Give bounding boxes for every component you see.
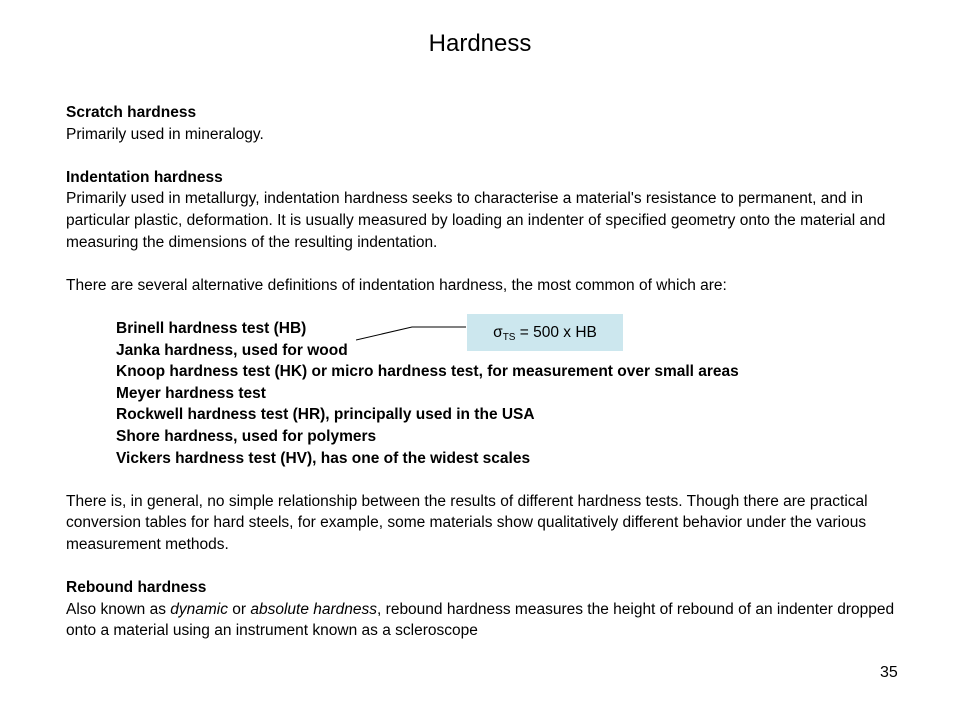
spacer: [66, 555, 896, 577]
sigma-symbol: σ: [493, 324, 503, 341]
callout-connector-line: [356, 325, 466, 341]
list-item-vickers: Vickers hardness test (HV), has one of the widest scales: [116, 449, 531, 467]
rebound-text-after: , rebound hardness measures the height of rebound of an indenter dropped onto a material using an instrument known as a scleroscope: [66, 600, 895, 640]
conversion-note-text: There is, in general, no simple relationship between the results of different hardness tests. Though there are practical conversion tables for hard steels, for example, some materials show qualitatively different behavior under the various measurement methods.: [66, 492, 868, 553]
rebound-term-dynamic: dynamic: [170, 600, 228, 618]
indentation-hardness-heading: Indentation hardness: [66, 168, 223, 186]
spacer: [66, 469, 896, 491]
formula-equation: = 500 x HB: [515, 324, 597, 341]
formula-subscript: TS: [502, 332, 516, 343]
spacer: [66, 145, 896, 167]
spacer: [66, 253, 896, 275]
indentation-hardness-text: Primarily used in metallurgy, indentation hardness seeks to characterise a material's resistance to permanent, and in particular plastic, deformation. It is usually measured by loading an indenter of specified geometry onto the material and measuring the dimensions of the resulting indentation.: [66, 190, 886, 251]
list-item-meyer: Meyer hardness test: [116, 384, 266, 402]
page-number: 35: [880, 664, 898, 681]
rebound-term-absolute: absolute hardness: [250, 600, 378, 618]
rebound-text-mid: or: [227, 600, 251, 618]
rebound-hardness-text: [66, 599, 896, 642]
list-item-rockwell: Rockwell hardness test (HR), principally used in the USA: [116, 406, 535, 424]
list-item-knoop: Knoop hardness test (HK) or micro hardness test, for measurement over small areas: [116, 363, 739, 381]
rebound-text-before: Also known as: [66, 600, 171, 618]
scratch-hardness-text: Primarily used in mineralogy.: [66, 125, 264, 143]
slide-title: Hardness: [428, 30, 532, 57]
scratch-hardness-heading: Scratch hardness: [66, 104, 197, 121]
list-item-janka: Janka hardness, used for wood: [116, 341, 348, 359]
indentation-intro-text: There are several alternative definitions of indentation hardness, the most common of which are:: [66, 276, 727, 294]
list-item-brinell: Brinell hardness test (HB): [116, 319, 307, 337]
tensile-strength-formula-callout: [467, 314, 623, 351]
rebound-hardness-heading: Rebound hardness: [66, 579, 207, 597]
list-item-shore: Shore hardness, used for polymers: [116, 427, 377, 445]
slide-body: [66, 102, 896, 642]
